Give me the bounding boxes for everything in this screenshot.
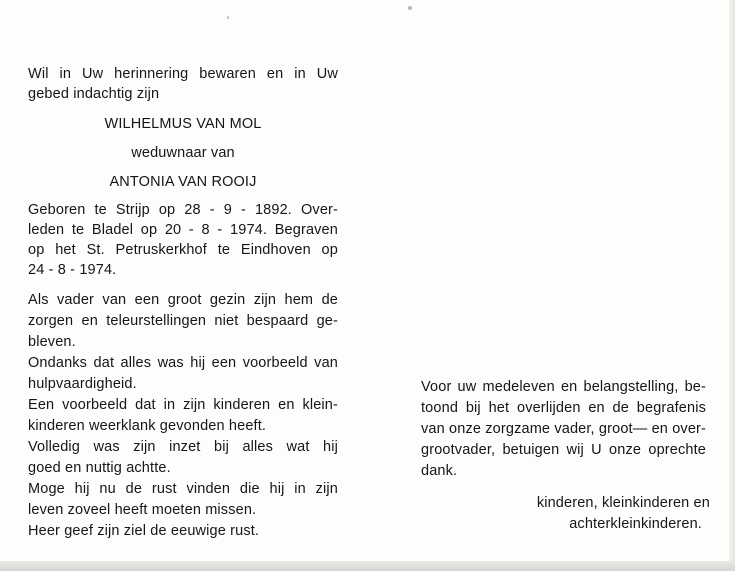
signature-line-2: achterkleinkinderen. bbox=[569, 516, 702, 532]
paper-speck bbox=[408, 6, 412, 10]
tribute-line-8: Volledig was zijn inzet bij alles wat hij bbox=[28, 439, 338, 455]
tribute-line-9: goed en nuttig achtte. bbox=[28, 460, 171, 476]
life-details-line-4: 24 - 8 - 1974. bbox=[28, 262, 117, 278]
relation-text: weduwnaar van bbox=[131, 145, 235, 161]
deceased-name: WILHELMUS VAN MOL bbox=[104, 116, 262, 132]
signature-line-1: kinderen, kleinkinderen en bbox=[536, 495, 710, 511]
tribute-line-7: kinderen weerklank gevonden heeft. bbox=[28, 418, 267, 434]
tribute-line-10: Moge hij nu de rust vinden die hij in zijn bbox=[28, 481, 338, 497]
thanks-line-3: van onze zorgzame vader, groot— en over- bbox=[421, 421, 706, 437]
intro-line-1: Wil in Uw herinnering bewaren en in Uw bbox=[28, 66, 338, 82]
tribute-line-6: Een voorbeeld dat in zijn kinderen en klein- bbox=[28, 397, 338, 413]
life-details-line-2: leden te Bladel op 20 - 8 - 1974. Begraven bbox=[28, 222, 338, 238]
thanks-line-4: grootvader, betuigen wij U onze oprechte bbox=[421, 442, 706, 458]
tribute-line-11: leven zoveel heeft moeten missen. bbox=[28, 502, 257, 518]
spouse-name: ANTONIA VAN ROOIJ bbox=[109, 174, 257, 190]
thanks-line-1: Voor uw medeleven en belangstelling, be- bbox=[421, 379, 706, 395]
tribute-line-1: Als vader van een groot gezin zijn hem de bbox=[28, 292, 338, 308]
thanks-line-2: toond bij het overlijden en de begrafenis bbox=[421, 400, 706, 416]
tribute-line-4: Ondanks dat alles was hij een voorbeeld van bbox=[28, 355, 338, 371]
card-right-edge bbox=[729, 0, 735, 571]
life-details-line-3: op het St. Petruskerkhof te Eindhoven op bbox=[28, 242, 338, 258]
intro-line-2: gebed indachtig zijn bbox=[28, 86, 160, 102]
tribute-line-12: Heer geef zijn ziel de eeuwige rust. bbox=[28, 523, 260, 539]
tribute-line-5: hulpvaardigheid. bbox=[28, 376, 137, 392]
tribute-line-2: zorgen en teleurstellingen niet bespaard ge- bbox=[28, 313, 338, 329]
tribute-line-3: bleven. bbox=[28, 334, 76, 350]
thanks-line-5: dank. bbox=[421, 463, 458, 479]
paper-speck bbox=[227, 16, 229, 19]
life-details-line-1: Geboren te Strijp op 28 - 9 - 1892. Over- bbox=[28, 202, 338, 218]
card-bottom-edge bbox=[0, 561, 735, 571]
